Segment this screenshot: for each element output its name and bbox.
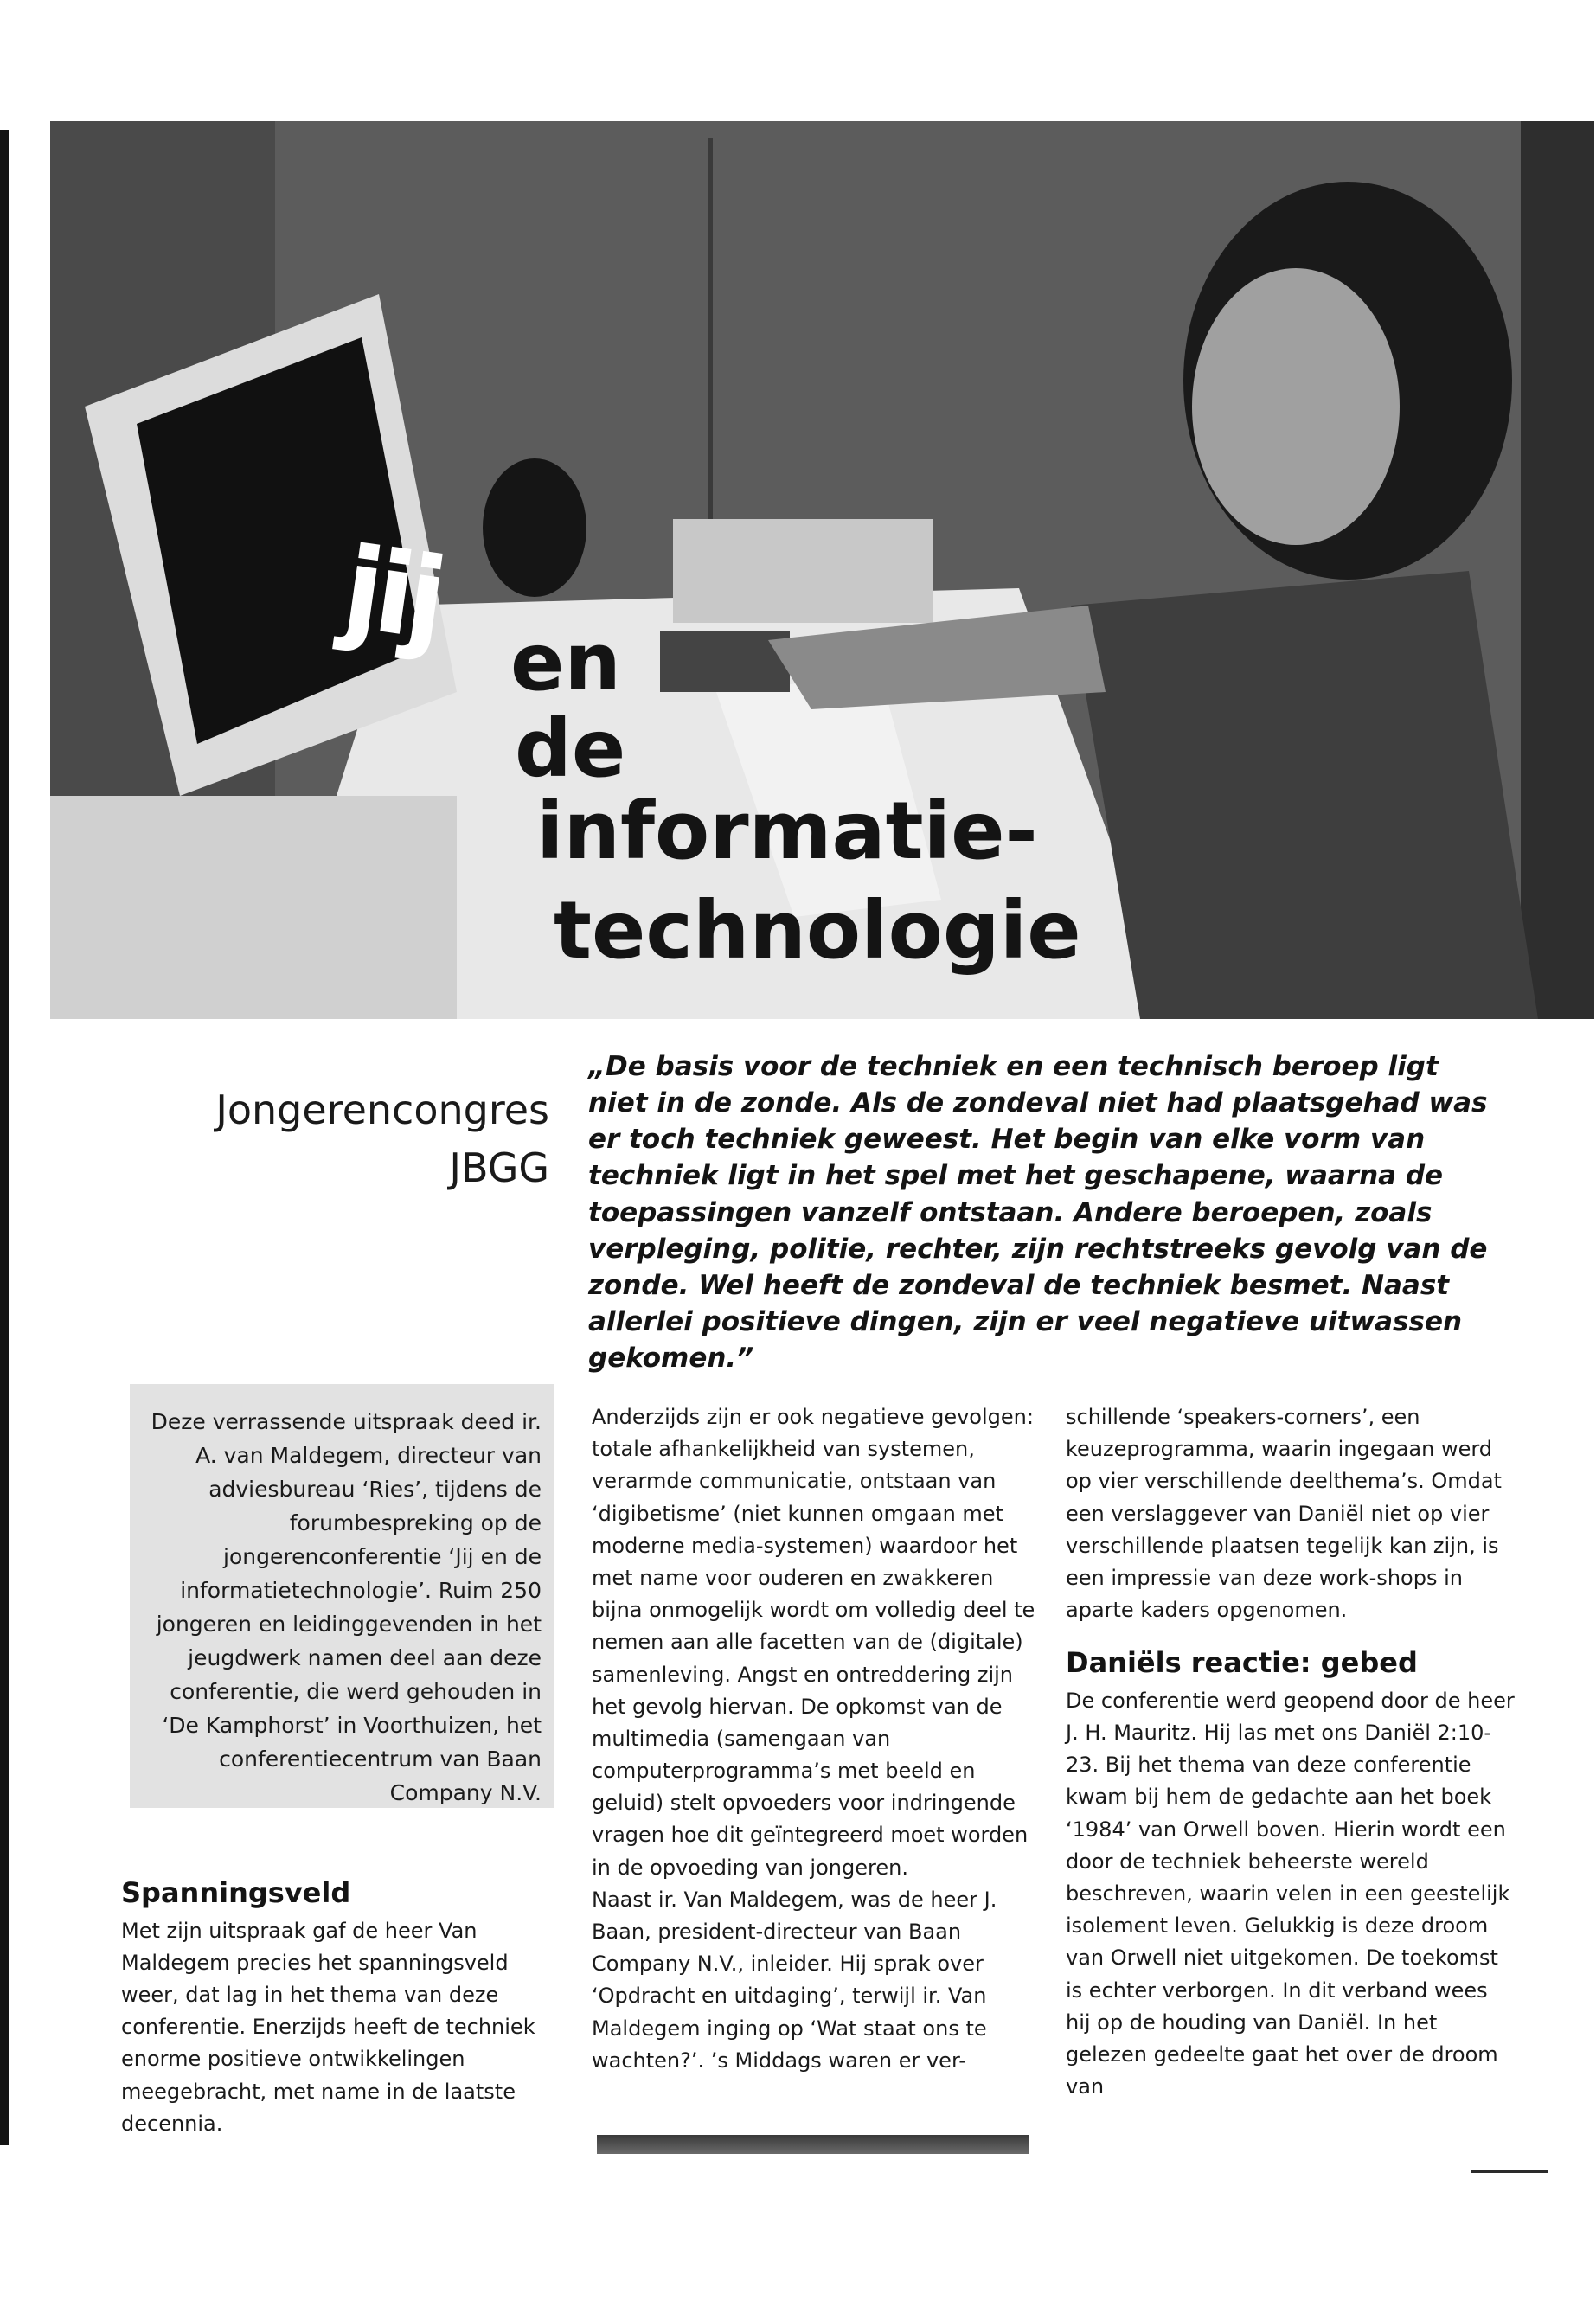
column-2-paragraph-2: Naast ir. Van Maldegem, was de heer J. Baan, president-directeur van Baan Company N.V., inleider. Hij sprak over ‘Opdracht en uitdaging’, terwijl ir. Van Maldegem inging op ‘Wat staat ons te wachten?’. ’s Middags waren er ver-: [592, 1887, 997, 2073]
headline-word-technologie: technologie: [554, 884, 1081, 977]
intro-text: Deze verrassende uitspraak deed ir. A. van Maldegem, directeur van adviesbureau ‘Ries’, tijdens de forumbespreking op de jongerenconferentie ‘Jij en de informatietechnologie’. Ruim 250 jongeren en leidinggevenden in het jeugdwerk namen deel aan deze conferentie, die werd gehouden in ‘De Kamphorst’ in Voorthuizen, het conferentiecentrum van Baan Company N.V.: [151, 1409, 542, 1805]
photo-printer: [673, 519, 933, 623]
photo-speaker: [483, 458, 586, 597]
article-column-1: [121, 1875, 554, 2140]
article-column-2: [592, 1401, 1042, 2077]
intro-box: [130, 1384, 554, 1808]
kicker-line-2: JBGG: [449, 1144, 549, 1191]
headline-word-en: en: [510, 616, 621, 708]
pull-quote: „De basis voor de techniek en een technisch beroep ligt niet in de zonde. Als de zondeval niet had plaatsgehad was er toch techniek geweest. Het begin van elke vorm van techniek ligt in het spel met het geschapene, waarna de toepassingen vanzelf ontstaan. Andere beroepen, zoals verpleging, politie, rechter, zijn rechtstreeks gevolg van de zonde. Wel heeft de zondeval de techniek besmet. Naast allerlei positieve dingen, zijn er veel negatieve uitwassen gekomen.”: [588, 1051, 1488, 1375]
bottom-rule-right: [1471, 2170, 1548, 2173]
bottom-rule-middle: [597, 2135, 1029, 2154]
article-column-3: [1066, 1401, 1516, 2103]
headline-word-de: de: [515, 702, 626, 795]
column-3-paragraph-2: De conferentie werd geopend door de heer J. H. Mauritz. Hij las met ons Daniël 2:10-23. Bij het thema van deze conferentie kwam bij hem de gedachte aan het boek ‘1984’ van Orwell boven. Hierin wordt een door de techniek beheerste wereld beschreven, waarin velen in een geestelijk isolement leven. Gelukkig is deze droom van Orwell niet uitgekomen. De toekomst is echter verborgen. In dit verband wees hij op de houding van Daniël. In het gelezen gedeelte gaat het over de droom van: [1066, 1688, 1515, 2099]
photo-computer-case: [50, 796, 457, 1019]
column-3-paragraph-1: schillende ‘speakers-corners’, een keuzeprogramma, waarin ingegaan werd op vier verschillende deelthema’s. Omdat een verslaggever van Daniël niet op vier verschillende plaatsen tegelijk kan zijn, is een impressie van deze work-shops in aparte kaders opgenomen.: [1066, 1405, 1502, 1623]
page-edge-bar: [0, 130, 9, 2145]
section-heading-spanningsveld: Spanningsveld: [121, 1876, 351, 1909]
photo-person-cardigan: [1071, 571, 1538, 1019]
jij-logo: jij: [335, 522, 448, 665]
column-2-paragraph-1: Anderzijds zijn er ook negatieve gevolgen: totale afhankelijkheid van systemen, verarmde communicatie, ontstaan van ‘digibetisme’ (niet kunnen omgaan met moderne media-systemen) waardoor het met name voor ouderen en zwakkeren bijna onmogelijk wordt om volledig deel te nemen aan alle facetten van de (digitale) samenleving. Angst en ontreddering zijn het gevolg hiervan. De opkomst van de multimedia (samengaan van computerprogramma’s met beeld en geluid) stelt opvoeders voor indringende vragen hoe dit geïntegreerd moet worden in de opvoeding van jongeren.: [592, 1405, 1035, 1880]
section-kicker: [215, 1081, 549, 1196]
section-heading-daniels-reactie: Daniëls reactie: gebed: [1066, 1646, 1418, 1680]
photo-wall-right: [1521, 121, 1594, 1019]
headline-word-informatie: informatie-: [536, 785, 1038, 877]
photo-person-face: [1192, 268, 1400, 545]
kicker-line-1: Jongerencongres: [215, 1086, 549, 1133]
section-body-spanningsveld: Met zijn uitspraak gaf de heer Van Maldegem precies het spanningsveld weer, dat lag in het thema van deze conferentie. Enerzijds heeft de techniek enorme positieve ontwikkelingen meegebracht, met name in de laatste decennia.: [121, 1918, 535, 2136]
